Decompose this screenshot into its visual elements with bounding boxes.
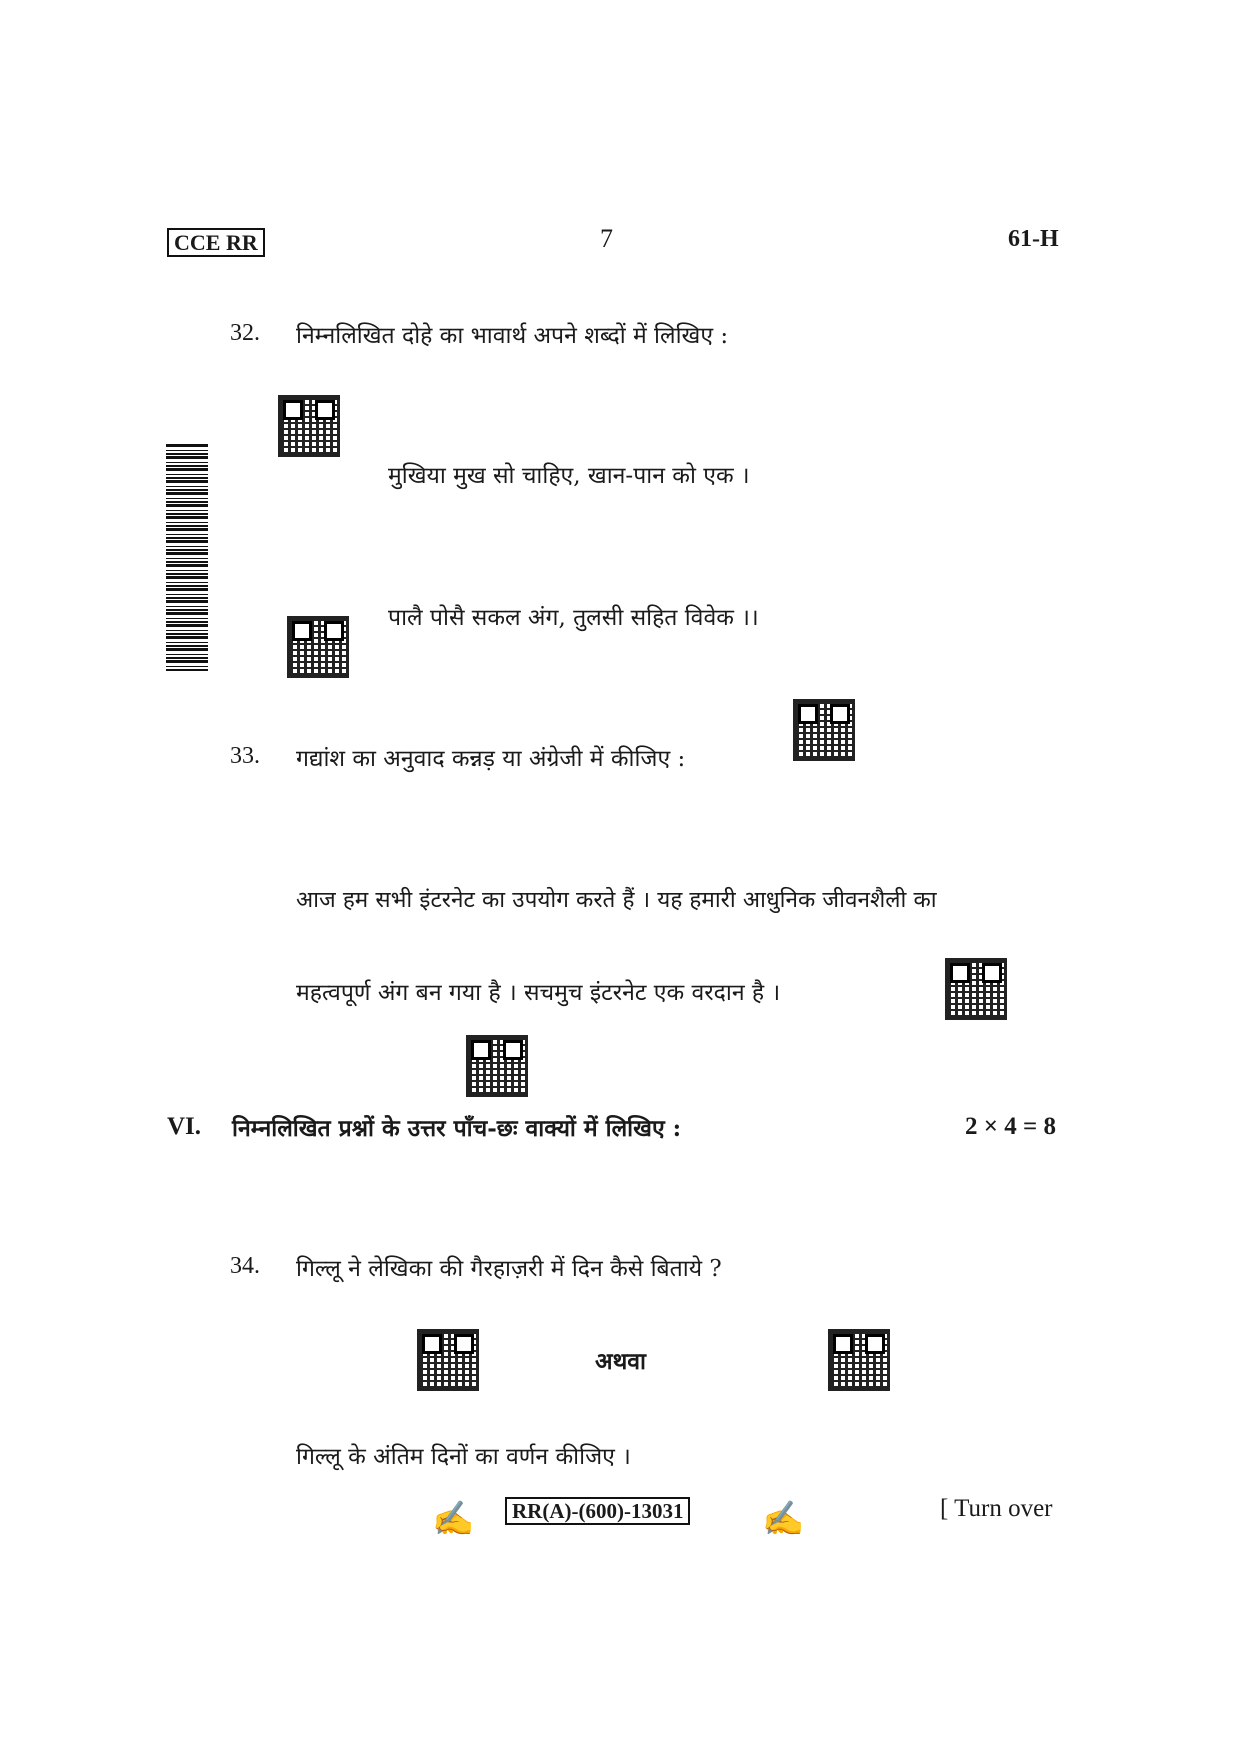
qr-code-icon: [793, 699, 855, 761]
writing-hand-icon: ✍: [762, 1499, 805, 1539]
footer-code: RR(A)-(600)-13031: [505, 1497, 690, 1525]
question-number-34: 34.: [230, 1253, 260, 1279]
qr-code-icon: [828, 1329, 890, 1391]
question-34-alternative: गिल्लू के अंतिम दिनों का वर्णन कीजिए ।: [296, 1444, 631, 1470]
or-label: अथवा: [595, 1348, 647, 1375]
section-roman: VI.: [167, 1113, 202, 1140]
section-marks: 2 × 4 = 8: [965, 1113, 1056, 1140]
question-number-33: 33.: [230, 743, 260, 769]
question-32-prompt: निम्नलिखित दोहे का भावार्थ अपने शब्दों में लिखिए :: [296, 323, 729, 349]
page-number: 7: [600, 224, 613, 253]
barcode-icon: [166, 443, 208, 671]
question-33-prompt: गद्यांश का अनुवाद कन्नड़ या अंग्रेजी में कीजिए :: [296, 746, 686, 772]
question-34-prompt: गिल्लू ने लेखिका की गैरहाज़री में दिन कैसे बिताये ?: [296, 1256, 722, 1282]
question-number-32: 32.: [230, 320, 260, 346]
qr-code-icon: [466, 1035, 528, 1097]
writing-hand-icon: ✍: [432, 1499, 475, 1539]
paper-code: 61-H: [1008, 226, 1059, 252]
passage-line-1: आज हम सभी इंटरनेट का उपयोग करते हैं । यह हमारी आधुनिक जीवनशैली का: [296, 887, 937, 913]
header-left-code: CCE RR: [167, 228, 265, 257]
qr-code-icon: [278, 395, 340, 457]
qr-code-icon: [287, 616, 349, 678]
turn-over-label: [ Turn over: [940, 1495, 1053, 1522]
qr-code-icon: [417, 1329, 479, 1391]
section-instruction: निम्नलिखित प्रश्नों के उत्तर पाँच-छः वाक्यों में लिखिए :: [232, 1115, 682, 1142]
passage-line-2: महत्वपूर्ण अंग बन गया है । सचमुच इंटरनेट एक वरदान है ।: [296, 980, 781, 1006]
doha-line-2: पालै पोसै सकल अंग, तुलसी सहित विवेक ।।: [388, 605, 759, 631]
doha-line-1: मुखिया मुख सो चाहिए, खान-पान को एक ।: [388, 463, 750, 489]
qr-code-icon: [945, 958, 1007, 1020]
